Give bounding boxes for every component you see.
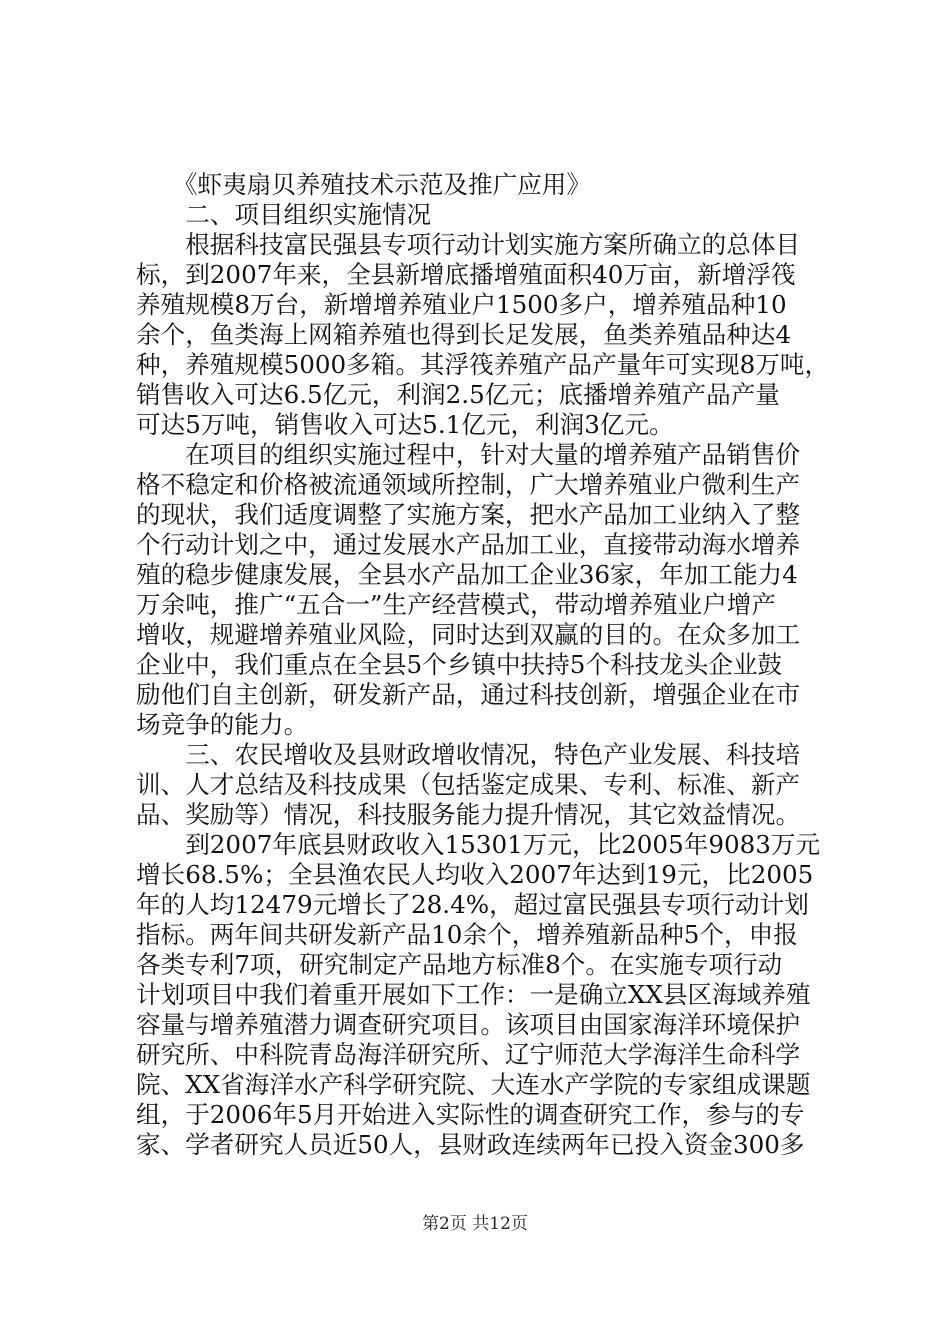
text-line: 计划项目中我们着重开展如下工作：一是确立XX县区海域养殖 xyxy=(136,980,811,1009)
text-line: 可达5万吨，销售收入可达5.1亿元，利润3亿元。 xyxy=(136,410,674,439)
text-line: 增收，规避增养殖业风险，同时达到双赢的目的。在众多加工 xyxy=(136,620,801,649)
text-line: 组，于2006年5月开始进入实际性的调查研究工作，参与的专 xyxy=(136,1100,805,1129)
page-number-footer: 第2页 共12页 xyxy=(422,1214,528,1234)
text-line: 二、项目组织实施情况 xyxy=(136,200,432,229)
text-line: 三、农民增收及县财政增收情况，特色产业发展、科技培 xyxy=(136,740,801,769)
text-line: 殖的稳步健康发展，全县水产品加工企业36家，年加工能力4 xyxy=(136,560,798,589)
text-line: 研究所、中科院青岛海洋研究所、辽宁师范大学海洋生命科学 xyxy=(136,1040,801,1069)
document-body xyxy=(136,170,836,1160)
text-line: 的现状，我们适度调整了实施方案，把水产品加工业纳入了整 xyxy=(136,500,801,529)
text-line: 养殖规模8万台，新增增养殖业户1500多户，增养殖品种10 xyxy=(136,290,787,319)
text-line: 余个，鱼类海上网箱养殖也得到长足发展，鱼类养殖品种达4 xyxy=(136,320,792,349)
text-line: 根据科技富民强县专项行动计划实施方案所确立的总体目 xyxy=(136,230,801,259)
text-line: 增长68.5%；全县渔农民人均收入2007年达到19元，比2005 xyxy=(136,860,814,889)
text-line: 品、奖励等）情况，科技服务能力提升情况，其它效益情况。 xyxy=(136,800,801,829)
text-line: 企业中，我们重点在全县5个乡镇中扶持5个科技龙头企业鼓 xyxy=(136,650,783,679)
text-line: 万余吨，推广“五合一”生产经营模式，带动增养殖业户增产 xyxy=(136,590,776,619)
text-line: 训、人才总结及科技成果（包括鉴定成果、专利、标准、新产 xyxy=(136,770,801,799)
text-line: 格不稳定和价格被流通领域所控制，广大增养殖业户微利生产 xyxy=(136,470,801,499)
text-line: 年的人均12479元增长了28.4%，超过富民强县专项行动计划 xyxy=(136,890,809,919)
text-line: 院、XX省海洋水产科学研究院、大连水产学院的专家组成课题 xyxy=(136,1070,811,1099)
text-line: 各类专利7项，研究制定产品地方标准8个。在实施专项行动 xyxy=(136,950,783,979)
text-line: 种，养殖规模5000多箱。其浮筏养殖产品产量年可实现8万吨， xyxy=(136,350,830,379)
text-line: 销售收入可达6.5亿元，利润2.5亿元；底播增养殖产品产量 xyxy=(136,380,780,409)
text-line: 个行动计划之中，通过发展水产品加工业，直接带动海水增养 xyxy=(136,530,801,559)
text-line: 指标。两年间共研发新产品10余个，增养殖新品种5个，申报 xyxy=(136,920,798,949)
text-line: 在项目的组织实施过程中，针对大量的增养殖产品销售价 xyxy=(136,440,801,469)
text-line: 场竞争的能力。 xyxy=(136,710,309,739)
text-line: 容量与增养殖潜力调查研究项目。该项目由国家海洋环境保护 xyxy=(136,1010,801,1039)
text-line: 到2007年底县财政收入15301万元，比2005年9083万元 xyxy=(136,830,821,859)
text-line: 励他们自主创新，研发新产品，通过科技创新，增强企业在市 xyxy=(136,680,801,709)
text-line: 家、学者研究人员近50人，县财政连续两年已投入资金300多 xyxy=(136,1130,805,1159)
text-line: 《虾夷扇贝养殖技术示范及推广应用》 xyxy=(136,170,591,199)
text-line: 标，到2007年来，全县新增底播增殖面积40万亩，新增浮筏 xyxy=(136,260,796,289)
